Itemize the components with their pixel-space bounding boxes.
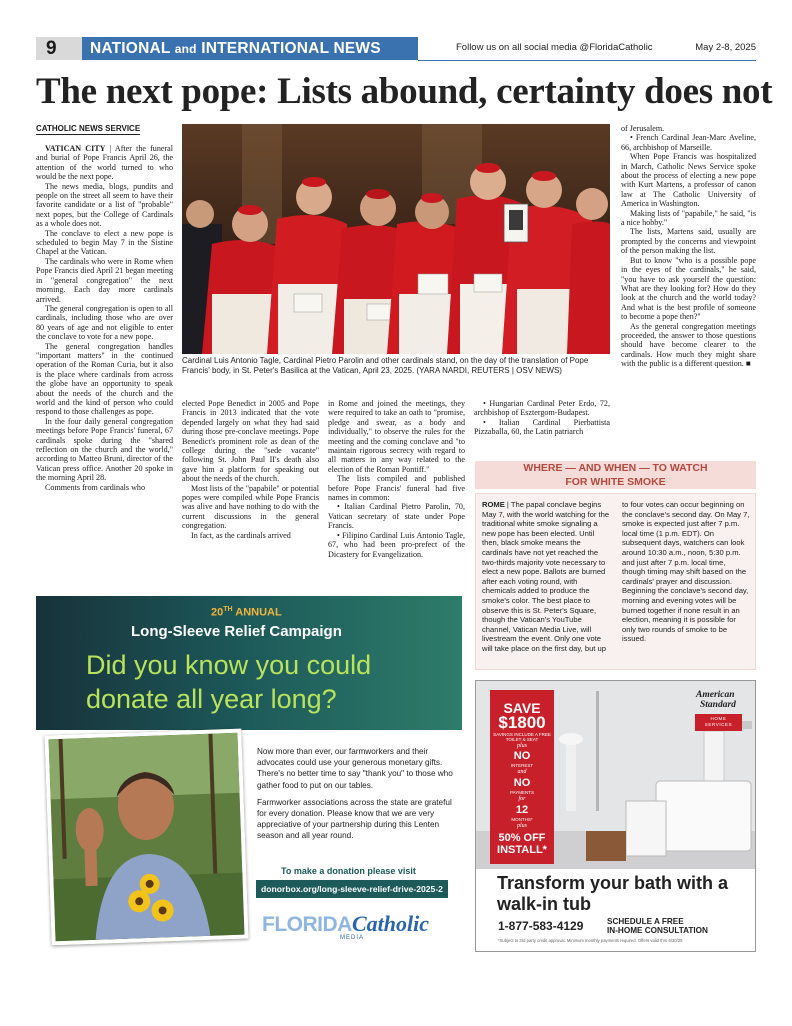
article-paragraph: The general congregation is open to all cardinals, including those who are over 80 years of age and not eligible to enter the conclave to vote for a new pope. xyxy=(36,303,173,342)
bath-savings-note: SAVINGS INCLUDE A FREE TOILET & SEAT xyxy=(493,732,551,742)
bath-for: for xyxy=(518,796,526,802)
relief-donation-link[interactable]: donorbox.org/long-sleeve-relief-drive-2025-2 xyxy=(256,880,448,898)
article-byline: CATHOLIC NEWS SERVICE xyxy=(36,124,141,133)
bath-phone[interactable]: 1-877-583-4129 xyxy=(498,919,584,933)
bath-no-2: NO xyxy=(513,777,531,789)
bath-months-num: 12 xyxy=(515,804,529,816)
photo-caption: Cardinal Luis Antonio Tagle, Cardinal Pietro Parolin and other cardinals stand, on the day of the translation of Pope Francis' body, in St. Peter's Basilica at the Vatican, April 23, 2025. (YARA NARDI, REUTERS | OSV NEWS) xyxy=(182,356,589,375)
bath-no-1: NO xyxy=(513,750,531,762)
article-headline: The next pope: Lists abound, certainty does not xyxy=(36,71,773,112)
article-column-2 xyxy=(182,399,319,589)
article-column-3 xyxy=(328,399,465,589)
bath-install: INSTALL* xyxy=(497,844,547,856)
relief-body: Now more than ever, our farmworkers and their advocates could use your generous monetary gifts. There's no better time to say "thank you" to those who gather food to put on our tables. Farmworker associations across the state are grateful for every donation. Please know that we are very appreciative of your partnership during this Lenten season and all year round. xyxy=(257,747,453,841)
article-paragraph: In the four daily general congregation meetings before Pope Francis' funeral, 67 cardinals spoke during the "shared reflection on the church and the world," according to Matteo Bruni, director of the Vatican press office. Another 20 spoke in the morning April 28. xyxy=(36,416,173,483)
article-paragraph: • Italian Cardinal Pierbattista Pizzaballa, 60, the Latin patriarch xyxy=(474,417,610,437)
section-rest: INTERNATIONAL NEWS xyxy=(201,40,381,57)
bath-interest: INTEREST xyxy=(510,763,534,768)
section-main: NATIONAL xyxy=(90,40,171,57)
article-paragraph: In fact, as the cardinals arrived xyxy=(191,530,291,540)
article-paragraph: elected Pope Benedict in 2005 and Pope Francis in 2013 indicated that the vote depended largely on what they had said during those pre-conclave meetings. Pope Benedict's prominent role as dean of the college during the "sede vacante" following St. John Paul II's death also gave him a platform for speaking out about the needs of the church. xyxy=(182,399,319,484)
article-paragraph: Making lists of "papabile," he said, "is a nice hobby." xyxy=(621,208,756,228)
article-paragraph: • Hungarian Cardinal Peter Erdo, 72, archbishop of Esztergom-Budapest. xyxy=(474,399,610,418)
home-services-badge: HOME SERVICES xyxy=(695,714,742,731)
bath-plus-2: plus xyxy=(516,823,527,829)
cardinals-photo-illustration xyxy=(182,124,610,354)
florida-catholic-logo-media: MEDIA xyxy=(340,935,365,941)
page-number: 9 xyxy=(36,37,82,60)
farmworker-illustration xyxy=(49,733,245,941)
article-paragraph: Most lists of the "papabile" or potential popes were compiled while Pope Francis was alive and have nothing to do with the current discussions in the general congregation. xyxy=(182,483,319,531)
bath-save-label: SAVE xyxy=(503,700,541,716)
article-paragraph: But to know "who is a possible pope in the eyes of the cardinals," he said, "you have to ask yourself the question: What are they looking for? How do they look at the church and the world today? And what is the best profile of someone to become a pope then?" xyxy=(621,255,756,322)
bath-off: 50% OFF xyxy=(498,832,546,844)
article-column-1 xyxy=(36,144,173,589)
smoke-sidebar-column-1: ROME | The papal conclave begins May 7, with the world watching for the traditional white smoke signaling a new pope has been elected. Until then, black smoke means the cardinals have not yet reached the two-thirds majority vote necessary to elect a new pope. Ballots are burned after each voting round, with chemicals added to produce the smoke's color. The best place to observe this is St. Peter's Square, though the Vatican's YouTube channel, Vatican Media Live, will livestream the event. Only one vote will take place on the first day, but up xyxy=(482,500,610,653)
relief-campaign-title: Long-Sleeve Relief Campaign xyxy=(131,623,342,640)
bath-schedule: SCHEDULE A FREE IN-HOME CONSULTATION xyxy=(607,917,708,935)
bath-and: and xyxy=(517,769,527,775)
article-paragraph: The lists compiled and published before Pope Francis' funeral had five names in common: xyxy=(328,474,465,503)
sidebar-dateline: ROME xyxy=(482,500,505,509)
article-paragraph: • Italian Cardinal Pietro Parolin, 70, Vatican secretary of state under Pope Francis. xyxy=(328,502,465,531)
bath-months: MONTHS* xyxy=(511,817,533,822)
smoke-sidebar-column-2: to four votes can occur beginning on the conclave's second day. On May 7, smoke is expected just after 7 p.m. local time (1 p.m. EDT). On subsequent days, watchers can look around 10:30 a.m., noon, 5:30 p.m. and just after 7 p.m. local time, though timing may shift based on the cardinals' prayer and discussion. Beginning the conclave's second day, morning and evening votes will be burned together if none result in an election, meaning it is possible for only two rounds of smoke to be issued. xyxy=(622,500,750,644)
social-handle: Follow us on all social media @FloridaCatholic xyxy=(456,42,653,53)
article-paragraph: Comments from cardinals who xyxy=(45,482,146,492)
relief-annual: 20TH ANNUAL xyxy=(211,606,282,619)
article-paragraph: • French Cardinal Jean-Marc Aveline, 66, archbishop of Marseille. xyxy=(621,133,756,152)
bath-payments: PAYMENTS xyxy=(509,790,535,795)
article-paragraph: of Jerusalem. xyxy=(621,124,665,133)
issue-date: May 2-8, 2025 xyxy=(695,42,756,53)
header-rule xyxy=(418,60,756,61)
article-paragraph: The cardinals who were in Rome when Pope Francis died April 21 began meeting in "general congregation" the next morning. Each day more cardinals arrived. xyxy=(36,256,173,304)
article-paragraph: VATICAN CITY | After the funeral and burial of Pope Francis April 26, the attention of the world turned to who would be the next pope. xyxy=(36,144,173,182)
american-standard-logo-2: Standard xyxy=(700,700,736,710)
farmworker-photo xyxy=(44,729,248,946)
bath-headline: Transform your bath with a walk-in tub xyxy=(497,873,729,914)
article-paragraph: The lists, Martens said, usually are prompted by the concerns and viewpoint of the person making the list. xyxy=(621,227,756,256)
florida-catholic-logo: FLORIDA xyxy=(262,913,352,936)
article-column-5 xyxy=(621,124,756,454)
article-column-4 xyxy=(474,399,610,455)
smoke-sidebar-title: WHERE — AND WHEN — TO WATCH FOR WHITE SMOKE xyxy=(475,461,756,489)
article-paragraph: • Filipino Cardinal Luis Antonio Tagle, 67, who had been pro-prefect of the Dicastery for Evangelization. xyxy=(328,530,465,559)
article-paragraph: As the general congregation meetings proceeded, the answer to those questions should have become clearer to the cardinals. How much they might share with the public is a different question. ■ xyxy=(621,321,756,369)
article-paragraph: The news media, blogs, pundits and people on the street all seem to have their favorite candidate or a list of "probable" next popes, but the College of Cardinals as a whole does not. xyxy=(36,181,173,229)
article-paragraph: The general congregation handles "important matters" in the continued operation of the Roman Curia, but it also is the place where cardinals from across the globe have an opportunity to speak about the needs of the church and the world and the kind of person who could respond to those challenges as pope. xyxy=(36,341,173,417)
article-paragraph: in Rome and joined the meetings, they were required to take an oath to "promise, pledge and swear, as a body and individually," to observe the rules for the meeting and the coming conclave and "to maintain rigorous secrecy with regard to all matters in any way related to the election of the Roman Pontiff." xyxy=(328,399,465,474)
bath-plus-1: plus xyxy=(516,743,527,749)
relief-visit-text: To make a donation please visit xyxy=(281,866,416,876)
section-banner xyxy=(82,37,418,60)
american-standard-logo: American xyxy=(696,690,735,700)
florida-catholic-logo-script: Catholic xyxy=(352,911,430,936)
bath-fine-print: *Subject to 3rd party credit approval. Minimum monthly payments required. Offers valid thru 6/30/25 xyxy=(498,938,683,943)
cardinals-photo xyxy=(182,124,610,354)
section-and: and xyxy=(174,42,197,56)
article-paragraph: The conclave to elect a new pope is scheduled to begin May 7 in the Sistine Chapel at the Vatican. xyxy=(36,228,173,257)
article-paragraph: When Pope Francis was hospitalized in March, Catholic News Service spoke about the process of electing a new pope with Kurt Martens, a professor of canon law at The Catholic University of America in Washington. xyxy=(621,152,756,209)
relief-headline: Did you know you could donate all year long? xyxy=(86,650,372,714)
bath-save-amount: $1800 xyxy=(498,713,546,732)
dateline: VATICAN CITY xyxy=(45,144,106,153)
